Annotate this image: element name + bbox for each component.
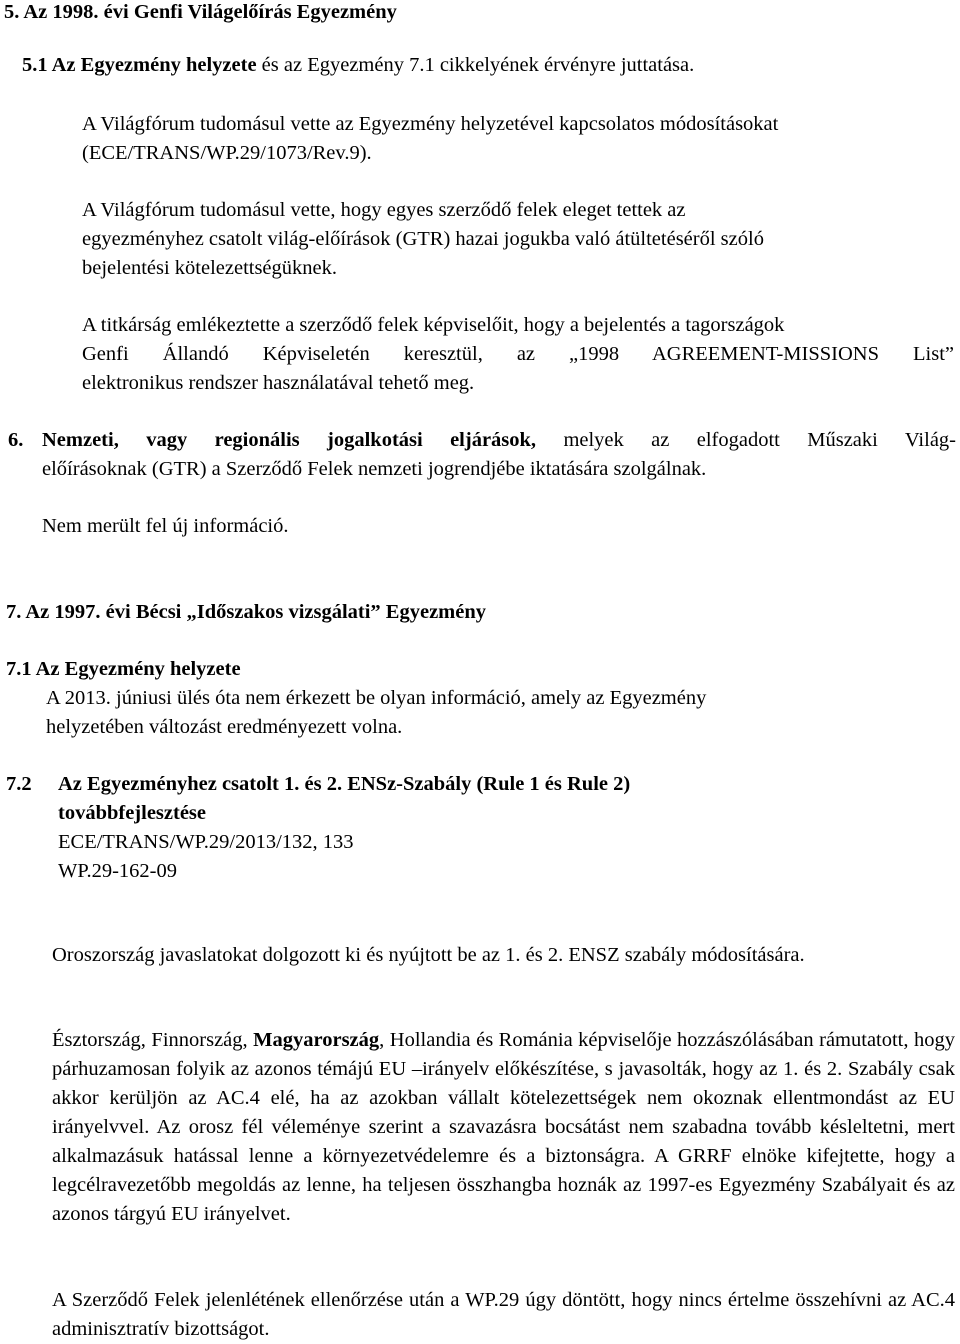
text-line: A titkárság emlékeztette a szerződő felek képviselőit, hogy a bejelentés a tagországok: [82, 314, 785, 336]
section-7-2-block: [58, 770, 630, 886]
paragraph-7-1: [46, 684, 706, 742]
section-6-note: Nem merült fel új információ.: [42, 515, 289, 537]
section-6-paragraph: [42, 426, 956, 484]
section-7-1-heading: 7.1 Az Egyezmény helyzete: [6, 658, 241, 680]
section-6-title: Nemzeti, vagy regionális jogalkotási eljárások,: [42, 429, 537, 451]
text-line: (ECE/TRANS/WP.29/1073/Rev.9).: [82, 142, 372, 164]
text-line: A Világfórum tudomásul vette az Egyezmény helyzetével kapcsolatos módosításokat: [82, 113, 779, 135]
text-line: helyzetében változást eredményezett volna.: [46, 716, 403, 738]
text-line: elektronikus rendszer használatával tehető meg.: [82, 372, 475, 394]
paragraph-5-2: [82, 196, 764, 283]
paragraph-7-2-b: Észtország, Finnország, Magyarország, Hollandia és Románia képviselője hozzászólásában rámutatott, hogy párhuzamosan folyik az azonos témájú EU –irányelv előkészítése, s javasolták, hogy az 1. és 2. Szabály csak akkor kerüljön az AC.4 elé, ha az azokban vállalt kötelezettségek nem okoznak ellentmondást az EU irányelvvel. Az orosz fél véleménye szerint a szavazásra bocsátást nem szabadna tovább késleltetni, mert alkalmazásuk hatással lenne a környezetvédelemre és a biztonságra. A GRRF elnöke kifejtette, hogy a legcélravezetőbb megoldás az lenne, ha teljesen összhangba hoznák az 1997-es Egyezmény Szabályait és az azonos tárgyú EU irányelvet.: [52, 1029, 955, 1225]
text-line: Genfi Állandó Képviseletén keresztül, az „1998 AGREEMENT-MISSIONS List”: [82, 343, 954, 365]
paragraph-5-3: [82, 311, 954, 398]
paragraph-7-2-c: A Szerződő Felek jelenlétének ellenőrzése után a WP.29 úgy döntött, hogy nincs értelme összehívni az AC.4 adminisztratív bizottságot.: [52, 1289, 955, 1340]
text-line: egyezményhez csatolt világ-előírások (GTR) hazai jogukba való átültetéséről szóló: [82, 228, 764, 250]
highlight-country: Magyarország: [253, 1029, 380, 1051]
text-line: A Világfórum tudomásul vette, hogy egyes szerződő felek eleget tettek az: [82, 199, 686, 221]
section-5-heading: 5. Az 1998. évi Genfi Világelőírás Egyezmény: [4, 1, 397, 23]
section-6-title-rest: melyek az elfogadott Műszaki Világ-: [536, 429, 956, 451]
doc-reference: ECE/TRANS/WP.29/2013/132, 133: [58, 831, 354, 853]
section-6-number: 6.: [8, 429, 24, 451]
section-7-2-number: 7.2: [6, 773, 32, 795]
doc-reference: WP.29-162-09: [58, 860, 178, 882]
section-7-heading: 7. Az 1997. évi Bécsi „Időszakos vizsgálati” Egyezmény: [6, 601, 487, 623]
section-7-2-title-cont: továbbfejlesztése: [58, 802, 207, 824]
text-line: A 2013. júniusi ülés óta nem érkezett be olyan információ, amely az Egyezmény: [46, 687, 707, 709]
text-line: [42, 426, 956, 455]
paragraph-5-1: [82, 110, 778, 168]
section-7-2-title: Az Egyezményhez csatolt 1. és 2. ENSz-Szabály (Rule 1 és Rule 2): [58, 773, 631, 795]
paragraph-7-2-a: Oroszország javaslatokat dolgozott ki és nyújtott be az 1. és 2. ENSZ szabály módosítására.: [52, 944, 805, 966]
text-line: előírásoknak (GTR) a Szerződő Felek nemzeti jogrendjébe iktatására szolgálnak.: [42, 458, 707, 480]
section-5-1-title-rest: és az Egyezmény 7.1 cikkelyének érvényre juttatása.: [256, 54, 695, 76]
section-5-1-heading: [22, 51, 694, 80]
section-5-1-title: 5.1 Az Egyezmény helyzete: [22, 54, 257, 76]
text-line: bejelentési kötelezettségüknek.: [82, 257, 338, 279]
